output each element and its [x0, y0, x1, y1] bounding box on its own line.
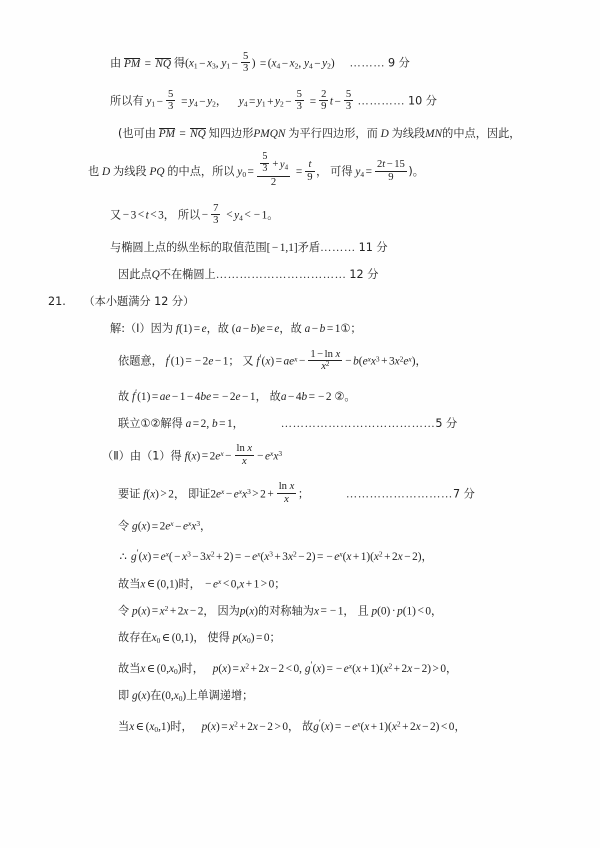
vector-pm: PM	[124, 57, 141, 70]
score-7: 7 分	[452, 487, 475, 501]
solution-line-coeff: 故 f′(1) = ae − 1 − 4be = − 2e − 1， 故a − 4b = − 2 ②。	[118, 387, 356, 403]
score-5: 5 分	[435, 416, 458, 430]
vector-nq: NQ	[155, 57, 172, 70]
answer-line-11pts: 与椭圆上点的纵坐标的取值范围[ − 1,1]矛盾……… 11 分	[110, 240, 388, 254]
question-21-marks: （本小题满分 12 分）	[83, 294, 195, 308]
answer-line-range-t: 又 − 3 < t < 3， 所以 − $\frac{7}{3}$ < $y_4$ < − 1。	[110, 202, 279, 227]
answer-line-midpoint-pq: 也 D 为线段 PQ 的中点，所以 $y_0$ = $\frac{5}{3}$ + $y_4$ 2 = $\frac{t}{9}$ ， 可得 $y_4$ = $\frac{2t - 15}{9}$ )。	[88, 151, 424, 189]
answer-line-9pts: 由 PM = NQ 得($x_1 - x_3$, $y_1$ − $\frac{5}{3}$ ) = ($x_4 - x_2$, $y_4 - y_2$) ……… 9 分	[110, 50, 410, 75]
question-number: 21.	[48, 294, 66, 308]
solution-line-5pts: 联立①②解得 a = 2, b = 1， …………………………………5 分	[118, 416, 458, 430]
vector-pm-2: PM	[158, 127, 176, 140]
solution-part2-line-1: （Ⅱ）由（1）得 $f(x) = 2e^x$ − $\frac{\text{ln x}}{x}$ − $e^xx^3$	[102, 443, 283, 467]
solution-line-decreasing: 当x ∈ $(x_0,1)$时， $p(x) = x^2 + 2x - 2 > 0$， 故g′(x) = − $e^x(x + 1)(x^2 + 2x - 2) < 0$，	[118, 717, 466, 734]
score-12: 12 分	[349, 267, 379, 281]
answer-line-10pts: 所以有 $y_1$ − $\frac{5}{3}$ = $y_4 - y_2$， $y_4 = y_1 + y_2$ − $\frac{5}{3}$ = $\frac{2}{9}$ t − $\frac{5}{3}$ ………… 10 分	[110, 88, 437, 113]
question-21-header	[48, 296, 558, 309]
solution-line-1: 解:（Ⅰ）因为 f(1) = e，故 (a − b)e = e，故 a − b = 1①；	[110, 321, 362, 335]
solution-line-derivative: 依题意， f′(1) = − 2e − 1； 又 $f'(x) = ae^x$ − $\frac{\text{1 − ln x}}{x^2}$ − $b(e^xx^3 + 3x^2e^x)$，	[118, 348, 427, 373]
answer-line-12pts: 因此点Q不在椭圆上…………………………… 12 分	[118, 267, 379, 281]
solution-line-increasing: 故当x ∈ $(0,x_0)$时， $p(x) = x^2 + 2x - 2 < 0$, g′(x) = − $e^x(x + 1)(x^2 + 2x - 2) > 0$，	[118, 659, 458, 676]
answer-line-parallelogram-note: (也可由 PM = NQ 知四边形PMQN 为平行四边形，而 D 为线段MN的中点，因此，	[118, 126, 521, 140]
solution-line-x0-exists: 故存在$x_0$ ∈ (0,1)， 使得 $p(x_0) = 0$；	[118, 631, 281, 646]
solution-line-monotone: 即 g(x)在$(0,x_0)$上单调递增；	[118, 689, 254, 704]
solution-line-g-prime: ∴ $g'(x) = e^x( - x^3 - 3x^2 + 2)$ = − $e^x(x^3 + 3x^2 - 2)$ = − $e^x(x + 1)(x^2 + 2x - 2)$，	[119, 547, 433, 563]
solution-line-interval-01: 故当x ∈ (0,1)时， − $e^x < 0,x + 1 > 0$；	[118, 576, 286, 590]
score-11: 11 分	[358, 240, 388, 254]
score-10: 10 分	[407, 94, 437, 108]
score-9: 9 分	[388, 56, 410, 70]
document-body	[48, 50, 558, 748]
solution-line-g-def: 令 $g(x) = 2e^x - e^xx^3$，	[118, 519, 212, 533]
vector-nq-2: NQ	[190, 127, 206, 140]
solution-line-7pts: 要证 f(x) > 2， 即证$2e^x - e^xx^3 > 2$ + $\frac{\text{ln x}}{x}$ ； ………………………7 分	[118, 481, 475, 505]
solution-line-p-def: 令 $p(x) = x^2 + 2x - 2$， 因为p(x)的对称轴为x = − 1， 且 p(0) · p(1) < 0，	[118, 603, 443, 618]
